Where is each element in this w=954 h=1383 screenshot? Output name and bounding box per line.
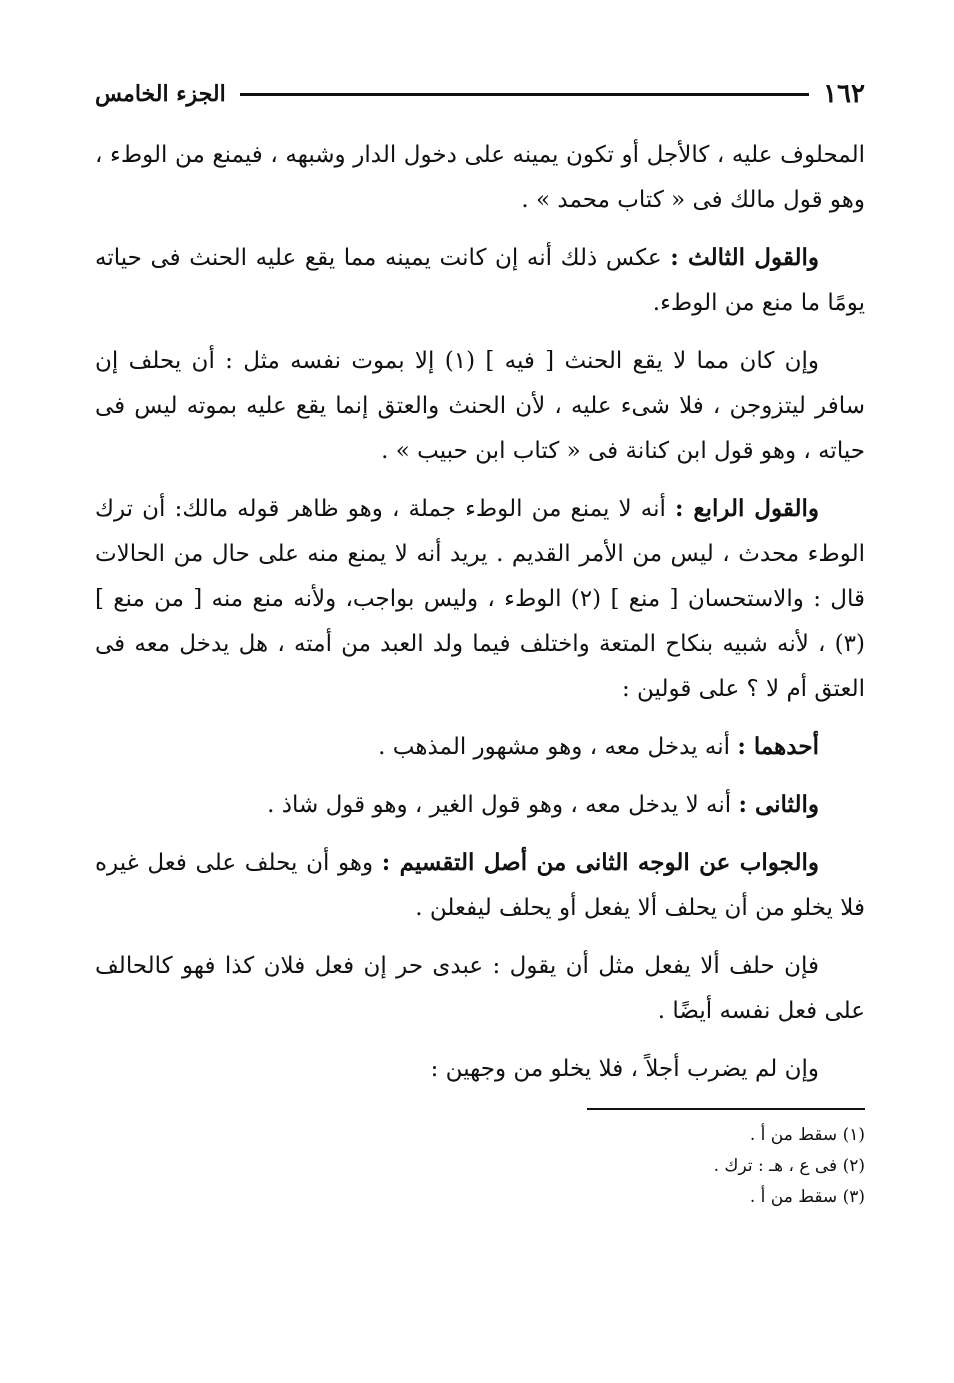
paragraph-text: أنه لا يدخل معه ، وهو قول الغير ، وهو قول شاذ . <box>267 792 739 818</box>
paragraph <box>95 486 865 712</box>
paragraph-lead: أحدهما : <box>737 733 819 760</box>
paragraph <box>95 338 865 474</box>
paragraph-text: أنه لا يمنع من الوطء جملة ، وهو ظاهر قوله مالك: أن ترك الوطء محدث ، ليس من الأمر القديم . يريد أنه لا يمنع منه على حال من الحالات قال : والاستحسان [ منع ] (٢) الوطء ، وليس بواجب، ولأنه منع منه [ من منع ] (٣) ، لأنه شبيه بنكاح المتعة واختلف فيما ولد العبد من أمته ، هل يدخل معه فى العتق أم لا ؟ على قولين : <box>95 496 865 702</box>
footnote: (٢) فى ع ، هـ : ترك . <box>713 1156 865 1176</box>
paragraph-text: أنه يدخل معه ، وهو مشهور المذهب . <box>378 734 738 760</box>
paragraph-text: وإن كان مما لا يقع الحنث [ فيه ] (١) إلا بموت نفسه مثل : أن يحلف إن سافر ليتزوجن ، فلا شىء عليه ، لأن الحنث والعتق إنما يقع عليه بموته ليس فى حياته ، وهو قول ابن كنانة فى « كتاب ابن حبيب » . <box>95 348 865 464</box>
paragraph <box>95 943 865 1034</box>
footnote: (٣) سقط من أ . <box>749 1187 865 1207</box>
paragraph <box>95 132 865 223</box>
paragraph-lead: والثانى : <box>738 791 819 818</box>
footnotes <box>95 1120 865 1213</box>
paragraph-lead: والقول الثالث : <box>670 244 819 271</box>
body-text <box>95 132 865 1092</box>
footnote-rule <box>587 1108 865 1110</box>
book-page <box>95 74 865 1374</box>
paragraph-text: المحلوف عليه ، كالأجل أو تكون يمينه على دخول الدار وشبهه ، فيمنع من الوطء ، وهو قول مالك فى « كتاب محمد » . <box>95 142 865 213</box>
paragraph <box>95 1046 865 1092</box>
paragraph-text: فإن حلف ألا يفعل مثل أن يقول : عبدى حر إن فعل فلان كذا فهو كالحالف على فعل نفسه أيضًا . <box>95 953 865 1024</box>
paragraph-lead: والجواب عن الوجه الثانى من أصل التقسيم : <box>381 849 819 876</box>
paragraph-text: عكس ذلك أنه إن كانت يمينه مما يقع عليه الحنث فى حياته يومًا ما منع من الوطء. <box>95 245 865 316</box>
running-header <box>95 74 865 114</box>
header-rule <box>240 93 809 96</box>
paragraph <box>95 724 865 770</box>
paragraph <box>95 235 865 326</box>
paragraph-text: وإن لم يضرب أجلاً ، فلا يخلو من وجهين : <box>430 1056 819 1082</box>
paragraph-lead: والقول الرابع : <box>675 495 819 522</box>
paragraph-text: وهو أن يحلف على فعل غيره فلا يخلو من أن يحلف ألا يفعل أو يحلف ليفعلن . <box>95 850 865 921</box>
page-number: ١٦٢ <box>823 79 865 109</box>
paragraph <box>95 782 865 828</box>
paragraph <box>95 840 865 931</box>
running-title: الجزء الخامس <box>95 81 226 107</box>
footnote: (١) سقط من أ . <box>749 1125 865 1145</box>
